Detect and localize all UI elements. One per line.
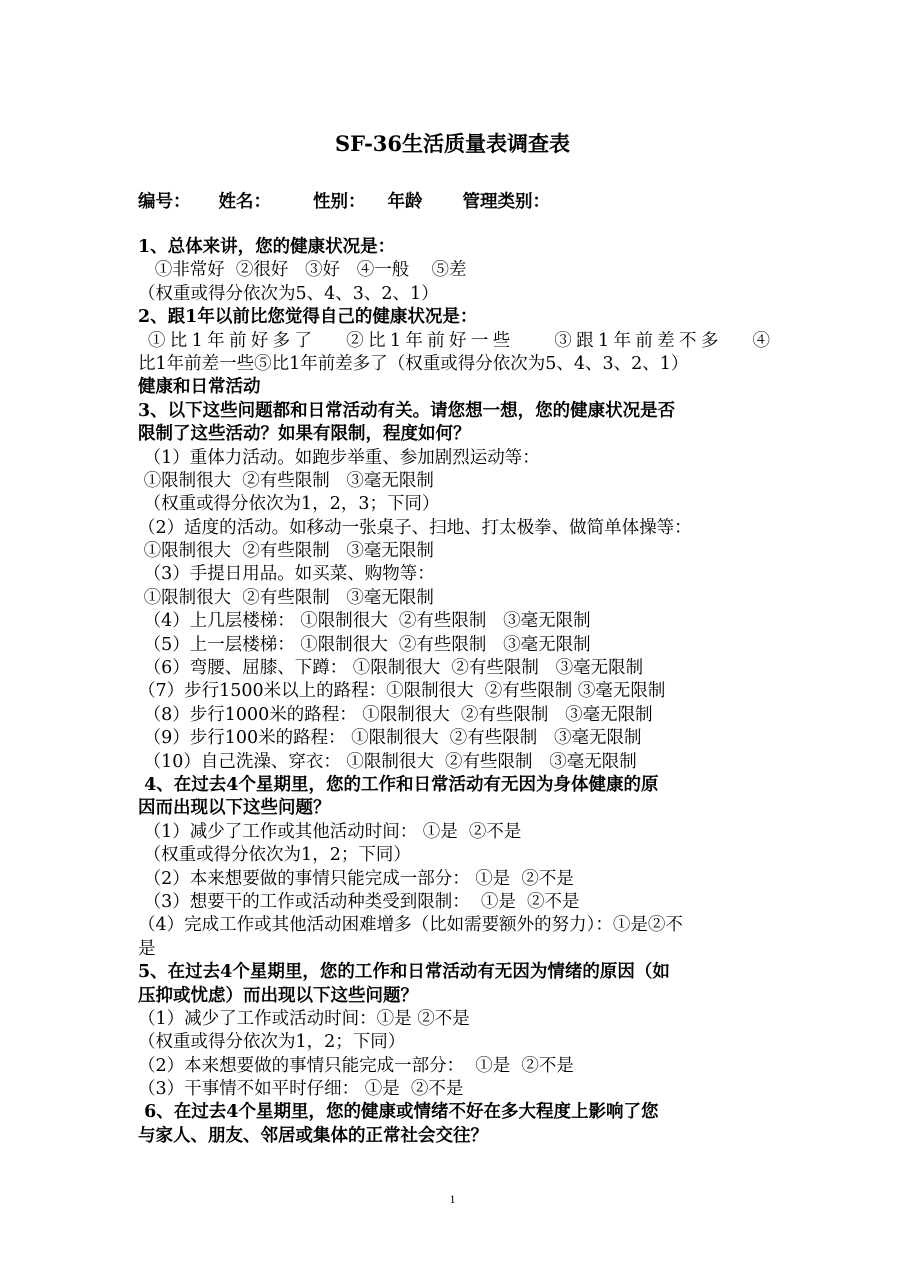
text-line: （1）减少了工作或其他活动时间： ①是 ②不是 (138, 821, 522, 842)
document-title: SF-36生活质量表调查表 (334, 131, 571, 156)
text-line: （权重或得分依次为1，2；下同） (138, 845, 411, 866)
text-line: （6）弯腰、屈膝、下蹲： ①限制很大 ②有些限制 ③毫无限制 (138, 658, 644, 679)
text-line: ①限制很大 ②有些限制 ③毫无限制 (138, 541, 434, 562)
text-line: （3）手提日用品。如买菜、购物等： (138, 564, 435, 585)
text-line: （5）上一层楼梯： ①限制很大 ②有些限制 ③毫无限制 (138, 634, 591, 655)
text-line: ①比1年前好多了 ②比1年前好一些 ③跟1年前差不多 ④ (138, 330, 770, 351)
text-line: ①限制很大 ②有些限制 ③毫无限制 (138, 470, 434, 491)
header-fields (138, 188, 550, 213)
question-line: 3、以下这些问题都和日常活动有关。请您想一想，您的健康状况是否 (138, 400, 676, 421)
text-line: （9）步行100米的路程： ①限制很大 ②有些限制 ③毫无限制 (138, 728, 642, 749)
question-line: 4、在过去4个星期里，您的工作和日常活动有无因为身体健康的原 (138, 774, 659, 795)
text-line: （权重或得分依次为1，2；下同） (138, 1032, 406, 1053)
text-line: 是 (138, 938, 156, 959)
question-line: 6、在过去4个星期里，您的健康或情绪不好在多大程度上影响了您 (138, 1102, 659, 1123)
text-line: （2）本来想要做的事情只能完成一部分： ①是 ②不是 (138, 1055, 574, 1076)
question-line: 限制了这些活动？如果有限制，程度如何？ (138, 424, 471, 445)
text-line: （4）上几层楼梯： ①限制很大 ②有些限制 ③毫无限制 (138, 611, 591, 632)
text-line: （3）想要干的工作或活动种类受到限制： ①是 ②不是 (138, 891, 580, 912)
field-name-label: 姓名： (218, 192, 271, 212)
text-line: （2）适度的活动。如移动一张桌子、扫地、打太极拳、做简单体操等： (138, 517, 692, 538)
text-line: （1）减少了工作或活动时间：①是 ②不是 (138, 1008, 470, 1029)
text-line: （2）本来想要做的事情只能完成一部分： ①是 ②不是 (138, 868, 574, 889)
text-line: （1）重体力活动。如跑步举重、参加剧烈运动等： (138, 447, 540, 468)
question-line: 压抑或忧虑）而出现以下这些问题？ (138, 985, 418, 1006)
text-line: 比1年前差一些⑤比1年前差多了（权重或得分依次为5、4、3、2、1） (138, 353, 689, 374)
question-line: 5、在过去4个星期里，您的工作和日常活动有无因为情绪的原因（如 (138, 962, 670, 983)
question-line: 因而出现以下这些问题？ (138, 798, 331, 819)
question-line: 与家人、朋友、邻居或集体的正常社会交往？ (138, 1125, 488, 1146)
field-number-label: 编号： (138, 192, 191, 212)
text-line: ①非常好 ②很好 ③好 ④一般 ⑤差 (138, 260, 467, 281)
question-line: 1、总体来讲，您的健康状况是： (138, 237, 396, 257)
text-line: （7）步行1500米以上的路程：①限制很大 ②有些限制 ③毫无限制 (138, 681, 666, 702)
page-number: 1 (449, 1192, 456, 1206)
text-line: （4）完成工作或其他活动困难增多（比如需要额外的努力）：①是②不 (138, 915, 683, 936)
questionnaire-body (138, 236, 770, 1148)
field-age-label: 年龄 (387, 192, 423, 212)
text-line: （权重或得分依次为5、4、3、2、1） (138, 283, 439, 304)
question-line: 2、跟1年以前比您觉得自己的健康状况是： (138, 307, 478, 328)
text-line: （8）步行1000米的路程： ①限制很大 ②有些限制 ③毫无限制 (138, 704, 653, 725)
text-line: （权重或得分依次为1，2，3；下同） (138, 494, 440, 515)
question-line: 健康和日常活动 (138, 377, 261, 398)
field-category-label: 管理类别： (462, 192, 550, 212)
text-line: （3）干事情不如平时仔细： ①是 ②不是 (138, 1079, 464, 1100)
text-line: （10）自己洗澡、穿衣： ①限制很大 ②有些限制 ③毫无限制 (138, 751, 637, 772)
field-gender-label: 性别： (313, 192, 366, 212)
text-line: ①限制很大 ②有些限制 ③毫无限制 (138, 587, 434, 608)
